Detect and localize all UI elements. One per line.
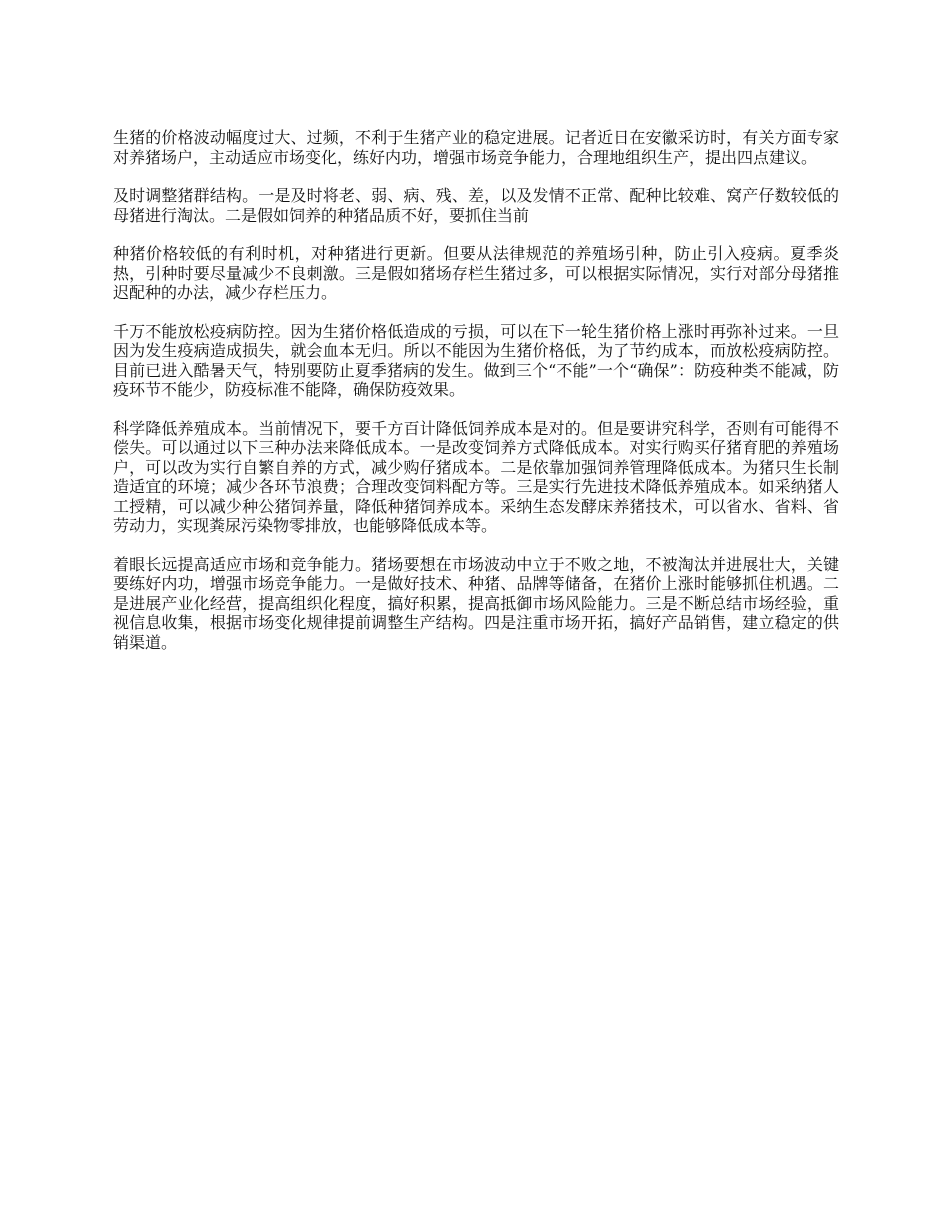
paragraph-reduce-cost: 科学降低养殖成本。当前情况下，要千方百计降低饲养成本是对的。但是要讲究科学，否则有可能得不偿失。可以通过以下三种办法来降低成本。一是改变饲养方式降低成本。对实行购买仔猪育肥的养殖场户，可以改为实行自繁自养的方式，减少购仔猪成本。二是依靠加强饲养管理降低成本。为猪只生长制造适宜的环境；减少各环节浪费；合理改变饲料配方等。三是实行先进技术降低养殖成本。如采纳猪人工授精，可以减少种公猪饲养量，降低种猪饲养成本。采纳生态发酵床养猪技术，可以省水、省料、省劳动力，实现粪尿污染物零排放，也能够降低成本等。 — [113, 418, 839, 535]
paragraph-intro: 生猪的价格波动幅度过大、过频，不利于生猪产业的稳定进展。记者近日在安徽采访时，有关方面专家对养猪场户，主动适应市场变化，练好内功，增强市场竞争能力，合理地组织生产，提出四点建议。 — [113, 128, 839, 167]
paragraph-disease-control: 千万不能放松疫病防控。因为生猪价格低造成的亏损，可以在下一轮生猪价格上涨时再弥补过来。一旦因为发生疫病造成损失，就会血本无归。所以不能因为生猪价格低，为了节约成本，而放松疫病防控。目前已进入酷暑天气，特别要防止夏季猪病的发生。做到三个“不能”一个“确保”：防疫种类不能减，防疫环节不能少，防疫标准不能降，确保防疫效果。 — [113, 321, 839, 399]
paragraph-market-competitiveness: 着眼长远提高适应市场和竞争能力。猪场要想在市场波动中立于不败之地，不被淘汰并进展壮大，关键要练好内功，增强市场竞争能力。一是做好技术、种猪、品牌等储备，在猪价上涨时能够抓住机遇。二是进展产业化经营，提高组织化程度，搞好积累，提高抵御市场风险能力。三是不断总结市场经验，重视信息收集，根据市场变化规律提前调整生产结构。四是注重市场开拓，搞好产品销售，建立稳定的供销渠道。 — [113, 554, 839, 652]
paragraph-replace-breeders: 种猪价格较低的有利时机，对种猪进行更新。但要从法律规范的养殖场引种，防止引入疫病。夏季炎热，引种时要尽量减少不良刺激。三是假如猪场存栏生猪过多，可以根据实际情况，实行对部分母猪推迟配种的办法，减少存栏压力。 — [113, 244, 839, 302]
paragraph-adjust-herd: 及时调整猪群结构。一是及时将老、弱、病、残、差，以及发情不正常、配种比较难、窝产仔数较低的母猪进行淘汰。二是假如饲养的种猪品质不好，要抓住当前 — [113, 186, 839, 225]
article-body — [113, 128, 839, 671]
